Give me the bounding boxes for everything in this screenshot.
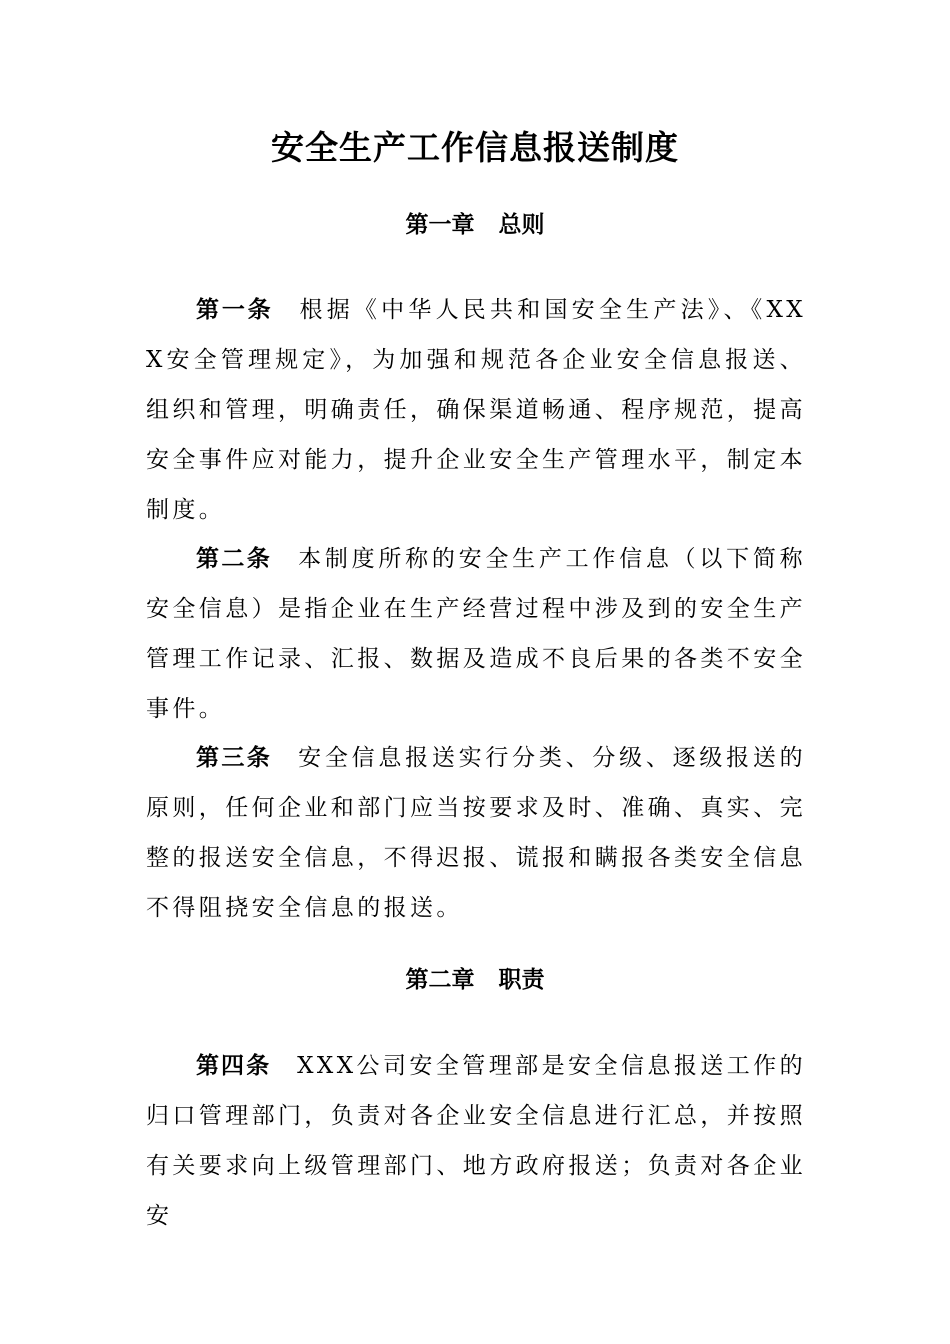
article-label: 第四条	[196, 1052, 272, 1079]
chapter-name: 总则	[498, 211, 545, 238]
article-label: 第二条	[196, 545, 273, 572]
document-title: 安全生产工作信息报送制度	[271, 128, 679, 167]
article-4	[146, 1041, 806, 1241]
article-text: 安全信息报送实行分类、分级、逐级报送的原则，任何企业和部门应当按要求及时、准确、真实、完整的报送安全信息，不得迟报、谎报和瞒报各类安全信息不得阻挠安全信息的报送。	[146, 745, 806, 921]
chapter-heading-2	[0, 964, 950, 996]
article-label: 第一条	[196, 296, 274, 323]
article-text: XXX公司安全管理部是安全信息报送工作的归口管理部门，负责对各企业安全信息进行汇总，并按照有关要求向上级管理部门、地方政府报送；负责对各企业安	[146, 1053, 807, 1229]
article-text: 根据《中华人民共和国安全生产法》、《XXX安全管理规定》，为加强和规范各企业安全信息报送、组织和管理，明确责任，确保渠道畅通、程序规范，提高安全事件应对能力，提升企业安全生产管理水平，制定本制度。	[146, 297, 807, 523]
article-label: 第三条	[196, 744, 273, 771]
article-2	[146, 534, 806, 734]
chapter-number: 第二章	[405, 966, 475, 993]
chapter-name: 职责	[498, 966, 545, 993]
chapter-heading-1	[0, 209, 950, 241]
article-1	[146, 285, 806, 535]
chapter-number: 第一章	[405, 211, 475, 238]
article-3	[146, 733, 806, 933]
article-text: 本制度所称的安全生产工作信息（以下简称安全信息）是指企业在生产经营过程中涉及到的安全生产管理工作记录、汇报、数据及造成不良后果的各类不安全事件。	[146, 546, 806, 722]
